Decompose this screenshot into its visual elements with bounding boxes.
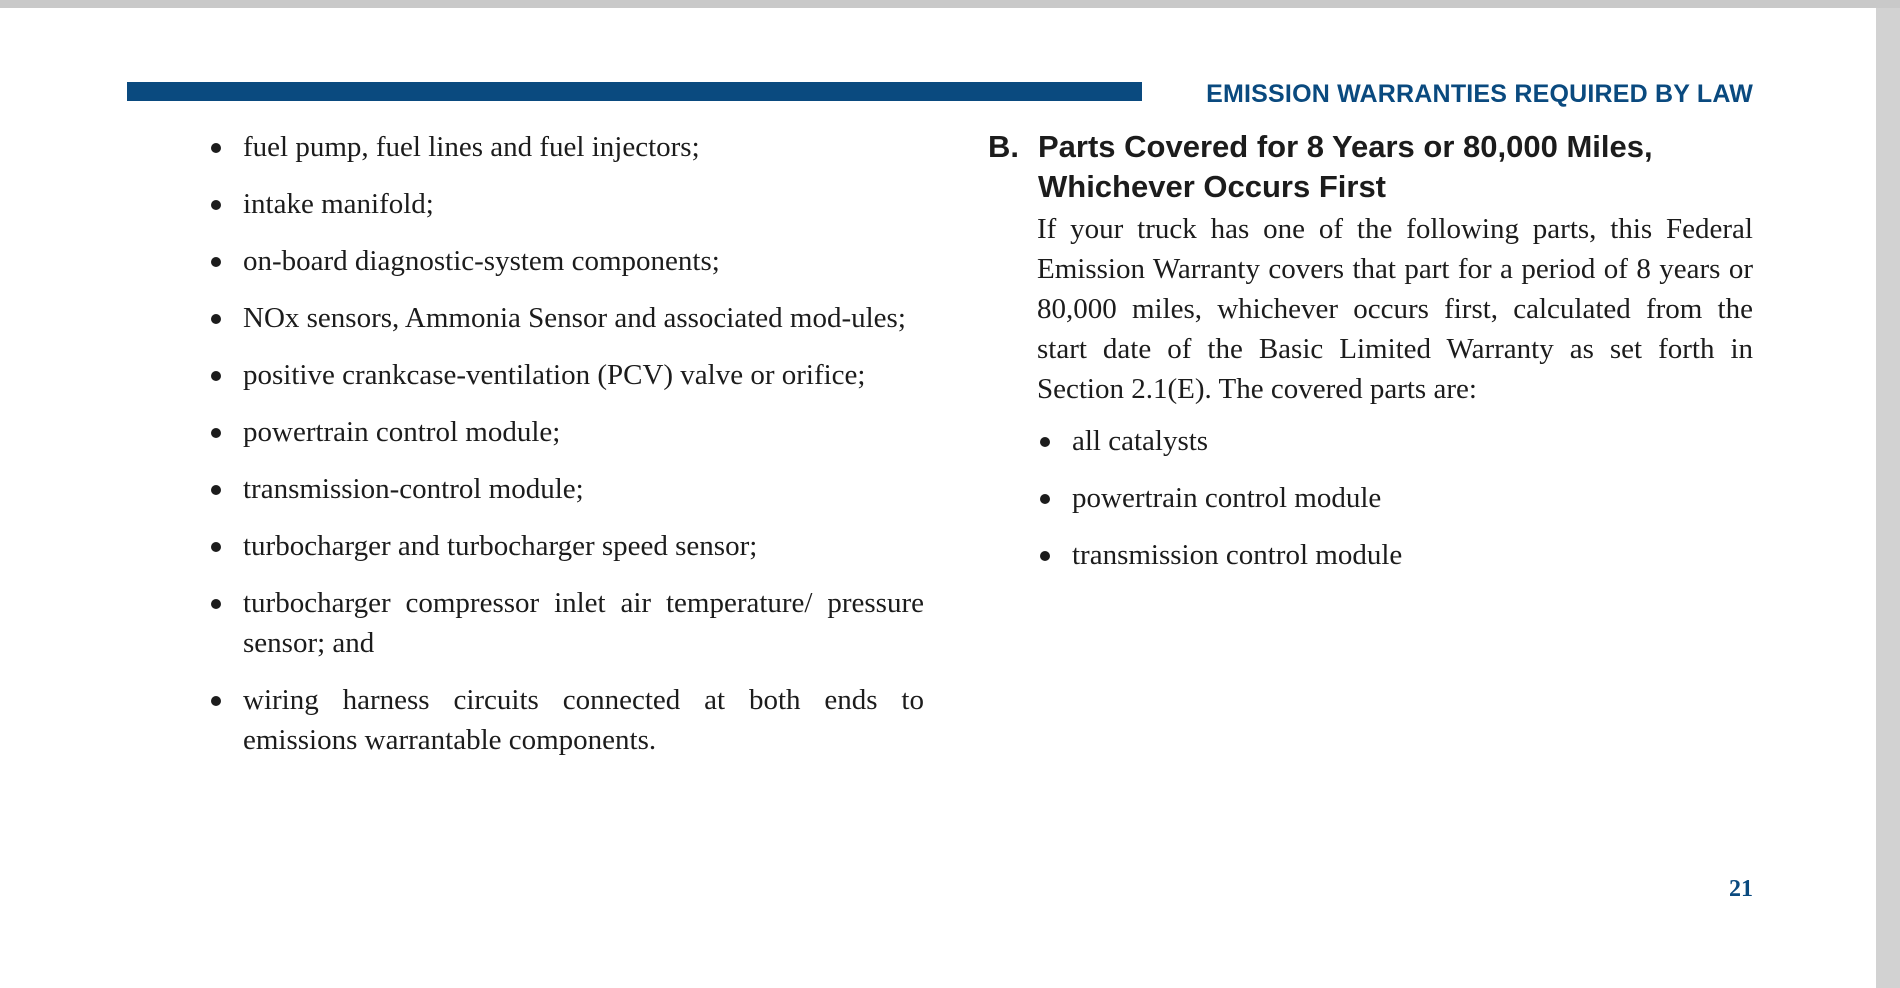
list-item-text: intake manifold; [243,188,434,220]
list-item-text: on-board diagnostic-system components; [243,245,720,277]
section-heading [988,127,1753,207]
section-title: Parts Covered for 8 Years or 80,000 Miles, Whichever Occurs First [1038,129,1653,204]
section-body-paragraph: If your truck has one of the following parts, this Federal Emission Warranty covers that part for a period of 8 years or 80,000 miles, whichever occurs first, calculated from the start date of the Basic Limited Warranty as set forth in Section 2.1(E). The covered parts are: [1037,213,1753,405]
page-number: 21 [1729,876,1753,902]
bullet-icon [211,314,221,324]
list-item [1037,535,1753,575]
list-item [1037,478,1753,518]
list-item-text: turbocharger and turbocharger speed sensor; [243,530,758,562]
list-item-text: all catalysts [1072,425,1209,457]
list-item [208,469,924,509]
list-item [1037,421,1753,461]
viewer-top-border [0,0,1900,8]
list-item-text: powertrain control module; [243,416,561,448]
bullet-icon [211,371,221,381]
section-letter: B. [988,129,1019,164]
list-item [208,127,924,167]
bullet-icon [211,257,221,267]
list-item [208,298,924,338]
list-item-text: wiring harness circuits connected at both ends to emissions warrantable components. [243,684,924,756]
list-item-text: transmission-control module; [243,473,584,505]
list-item-text: powertrain control module [1072,482,1382,514]
bullet-icon [211,599,221,609]
bullet-icon [211,485,221,495]
list-item-text: positive crankcase-ventilation (PCV) valve or orifice; [243,359,866,391]
list-item-text: transmission control module [1072,539,1403,571]
bullet-icon [211,542,221,552]
header-rule-bar [127,82,1142,101]
bullet-icon [211,200,221,210]
list-item-text: NOx sensors, Ammonia Sensor and associated mod-ules; [243,302,906,334]
bullet-icon [1040,551,1050,561]
list-item [208,680,924,760]
bullet-icon [211,428,221,438]
left-column-parts-list [208,127,924,777]
bullet-icon [1040,494,1050,504]
list-item [208,355,924,395]
list-item [208,412,924,452]
list-item [208,583,924,663]
running-header-title: EMISSION WARRANTIES REQUIRED BY LAW [1206,80,1753,108]
list-item [208,241,924,281]
scrollbar-track[interactable] [1876,8,1900,988]
list-item [208,526,924,566]
list-item [208,184,924,224]
bullet-icon [1040,437,1050,447]
bullet-icon [211,143,221,153]
right-column-parts-list [1037,421,1753,592]
list-item-text: fuel pump, fuel lines and fuel injectors; [243,131,700,163]
document-page [0,8,1876,988]
list-item-text: turbocharger compressor inlet air temperature/ pressure sensor; and [243,587,924,659]
bullet-icon [211,696,221,706]
